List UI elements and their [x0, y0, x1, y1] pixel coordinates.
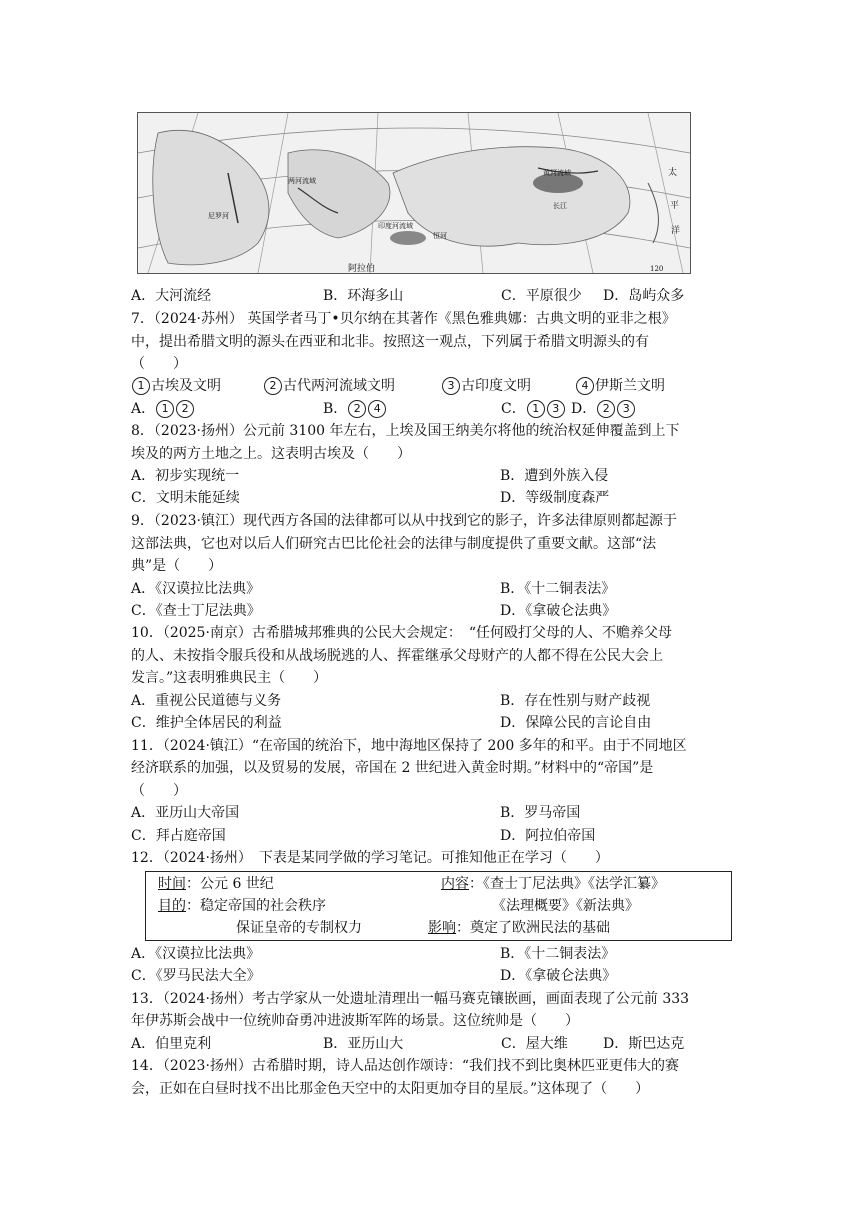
- notes-content: 内容：《查士丁尼法典》《法学汇纂》: [441, 876, 665, 892]
- svg-text:阿拉伯: 阿拉伯: [348, 264, 376, 273]
- q8-stem-line-2: 埃及的两方土地之上。这表明古埃及（ ）: [131, 446, 411, 462]
- q8-option-d[interactable]: D．等级制度森严: [500, 490, 610, 506]
- q10-option-b[interactable]: B．存在性别与财产歧视: [500, 693, 651, 709]
- q9-option-d[interactable]: D．《拿破仑法典》: [500, 603, 617, 619]
- q6-option-d[interactable]: D．岛屿众多: [603, 288, 685, 304]
- q11-option-c[interactable]: C．拜占庭帝国: [131, 828, 226, 844]
- q9-stem-line-2: 这部法典，它也对以后人们研究古巴比伦社会的法律与制度提供了重要文献。这部“法: [131, 536, 657, 552]
- q12-option-b[interactable]: B．《十二铜表法》: [500, 946, 616, 962]
- q13-option-b[interactable]: B．亚历山大: [323, 1036, 404, 1052]
- q8-option-a[interactable]: A．初步实现统一: [131, 468, 240, 484]
- notes-impact: 影响：奠定了欧洲民法的基础: [428, 920, 610, 936]
- q7-item-3: 3 古印度文明: [441, 375, 531, 397]
- q12-option-c[interactable]: C．《罗马民法大全》: [131, 968, 261, 984]
- q9-option-b[interactable]: B．《十二铜表法》: [500, 581, 616, 597]
- q12-option-d[interactable]: D．《拿破仑法典》: [500, 968, 617, 984]
- q13-option-d[interactable]: D．斯巴达克: [603, 1036, 685, 1052]
- q7-option-a[interactable]: A． 1 2: [131, 398, 195, 420]
- q9-option-c[interactable]: C．《查士丁尼法典》: [131, 603, 261, 619]
- q11-stem-line-3: （ ）: [131, 783, 187, 799]
- q9-option-a[interactable]: A．《汉谟拉比法典》: [131, 581, 261, 597]
- q7-stem-line-3: （ ）: [131, 356, 187, 372]
- ancient-civilizations-map: [137, 112, 691, 274]
- svg-text:长江: 长江: [553, 202, 567, 210]
- q8-option-b[interactable]: B．遭到外族入侵: [500, 468, 609, 484]
- q10-option-d[interactable]: D．保障公民的言论自由: [500, 715, 652, 731]
- q11-option-a[interactable]: A．亚历山大帝国: [131, 805, 240, 821]
- q6-option-a[interactable]: A．大河流经: [131, 288, 212, 304]
- q7-stem-line-2: 中，提出希腊文明的源头在西亚和北非。按照这一观点，下列属于希腊文明源头的有: [131, 334, 649, 350]
- q9-stem-line-3: 典”是（ ）: [131, 558, 223, 574]
- q11-option-b[interactable]: B．罗马帝国: [500, 805, 581, 821]
- q13-option-a[interactable]: A．伯里克利: [131, 1036, 212, 1052]
- q7-option-b[interactable]: B． 2 4: [323, 398, 387, 420]
- q7-item-4: 4 伊斯兰文明: [575, 375, 665, 397]
- q13-option-c[interactable]: C．屋大维: [501, 1036, 568, 1052]
- svg-text:洋: 洋: [671, 226, 681, 236]
- q8-option-c[interactable]: C．文明未能延续: [131, 490, 240, 506]
- q7-stem-line-1: 7．（2024·苏州） 英国学者马丁•贝尔纳在其著作《黑色雅典娜：古典文明的亚非之根》: [131, 311, 676, 327]
- q11-stem-line-2: 经济联系的加强，以及贸易的发展，帝国在 2 世纪进入黄金时期。”材料中的“帝国”是: [131, 760, 654, 776]
- svg-text:两河流域: 两河流域: [288, 177, 316, 185]
- q7-item-1: 1 古埃及文明: [131, 375, 221, 397]
- q8-stem-line-1: 8．（2023·扬州）公元前 3100 年左右，上埃及国王纳美尔将他的统治权延伸覆盖到上下: [131, 423, 680, 439]
- notes-time: 时间：公元 6 世纪: [158, 876, 274, 892]
- q13-stem-line-2: 年伊苏斯会战中一位统帅奋勇冲进波斯军阵的场景。这位统帅是（ ）: [131, 1013, 579, 1029]
- q10-stem-line-1: 10．（2025·南京）古希腊城邦雅典的公民大会规定： “任何殴打父母的人、不赡养父母: [131, 625, 673, 641]
- svg-text:太: 太: [668, 168, 678, 178]
- svg-text:尼罗河: 尼罗河: [208, 212, 229, 220]
- q10-option-c[interactable]: C．维护全体居民的利益: [131, 715, 282, 731]
- map-drawing: [138, 113, 690, 273]
- q6-option-c[interactable]: C．平原很少: [501, 288, 582, 304]
- q12-option-a[interactable]: A．《汉谟拉比法典》: [131, 946, 261, 962]
- q9-stem-line-1: 9．（2023·镇江）现代西方各国的法律都可以从中找到它的影子，许多法律原则都起源于: [131, 513, 677, 529]
- notes-content-cont: 《法理概要》《新法典》: [492, 898, 639, 914]
- notes-purpose: 目的：稳定帝国的社会秩序: [158, 898, 326, 914]
- svg-text:黄河流域: 黄河流域: [543, 169, 571, 177]
- svg-text:平: 平: [670, 201, 680, 211]
- q7-option-c[interactable]: C． 1 3: [501, 398, 566, 420]
- svg-text:印度河流域: 印度河流域: [378, 222, 413, 230]
- q10-stem-line-3: 发言。”这表明雅典民主（ ）: [131, 670, 328, 686]
- q10-option-a[interactable]: A．重视公民道德与义务: [131, 693, 282, 709]
- q14-stem-line-1: 14．（2023·扬州）古希腊时期，诗人品达创作颂诗：“我们找不到比奥林匹亚更伟大的赛: [131, 1058, 680, 1074]
- q7-option-d[interactable]: D． 2 3: [571, 398, 636, 420]
- q12-stem-line-1: 12．（2024·扬州） 下表是某同学做的学习笔记。可推知他正在学习（ ）: [131, 850, 609, 866]
- q7-item-2: 2 古代两河流域文明: [263, 375, 395, 397]
- notes-purpose-cont: 保证皇帝的专制权力: [236, 920, 362, 936]
- study-notes-table: [145, 871, 732, 941]
- q14-stem-line-2: 会，正如在白昼时找不出比那金色天空中的太阳更加夺目的星辰。”这体现了（ ）: [131, 1081, 650, 1097]
- q11-stem-line-1: 11．（2024·镇江）“在帝国的统治下，地中海地区保持了 200 多年的和平。由于不同地区: [131, 738, 687, 754]
- q10-stem-line-2: 的人、未按指令服兵役和从战场脱逃的人、挥霍继承父母财产的人都不得在公民大会上: [131, 648, 663, 664]
- q6-option-b[interactable]: B．环海多山: [323, 288, 404, 304]
- q13-stem-line-1: 13．（2024·扬州）考古学家从一处遗址清理出一幅马赛克镶嵌画，画面表现了公元前 333: [131, 991, 690, 1007]
- svg-text:120: 120: [650, 265, 664, 273]
- svg-text:恒河: 恒河: [433, 232, 447, 240]
- q11-option-d[interactable]: D．阿拉伯帝国: [500, 828, 596, 844]
